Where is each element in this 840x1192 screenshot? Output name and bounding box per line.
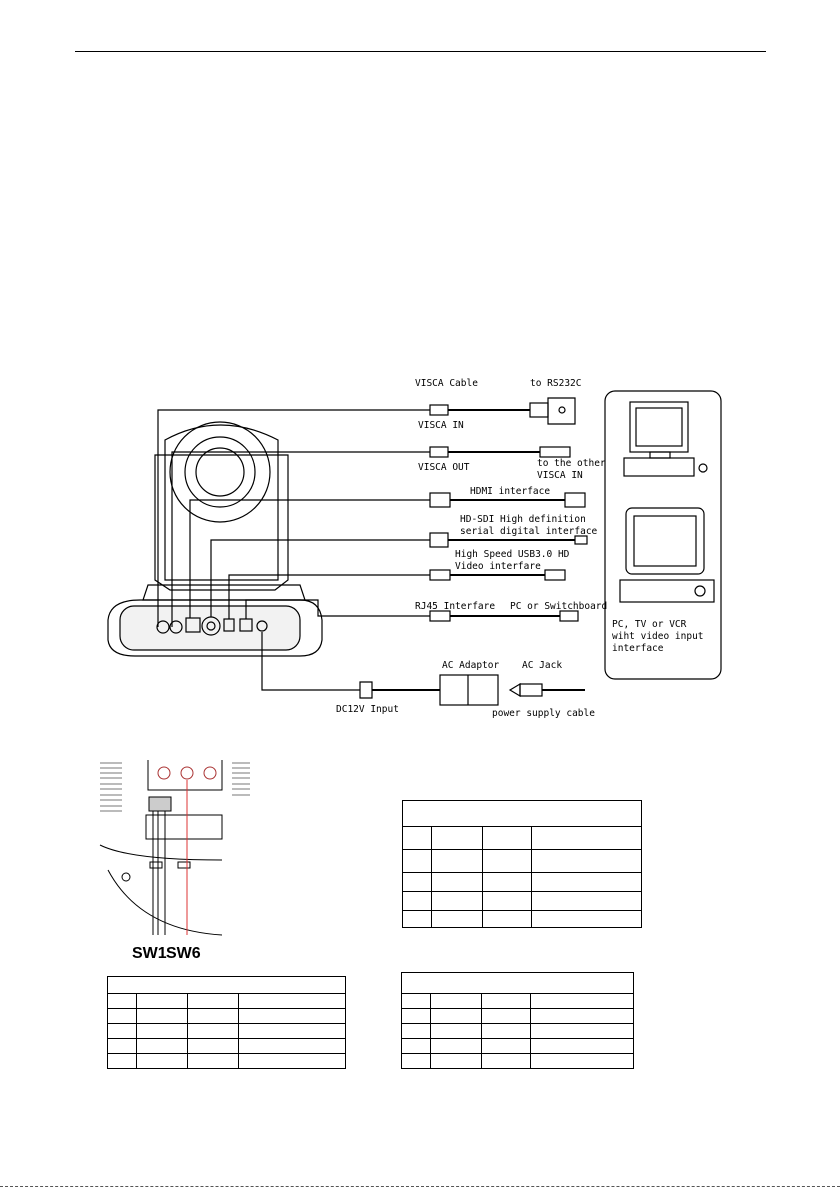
label-pc-switch: PC or Switchboard <box>510 601 608 612</box>
label-usb-1: High Speed USB3.0 HD <box>455 549 570 560</box>
dip-table-bottom-right <box>401 972 634 1069</box>
label-visca-in: VISCA IN <box>418 420 464 431</box>
dip-switch-closeup <box>100 760 250 935</box>
camera-neck <box>143 585 305 600</box>
label-power-cable: power supply cable <box>492 708 595 719</box>
label-sw1: SW1 <box>132 945 167 962</box>
label-to-rs232c: to RS232C <box>530 378 582 389</box>
label-ac-adaptor: AC Adaptor <box>442 660 500 671</box>
label-devices-2: wiht video input <box>612 631 704 642</box>
page-bottom-edge <box>0 1186 840 1187</box>
dip-table-top-right <box>402 800 642 928</box>
ac-adaptor <box>440 675 498 705</box>
label-devices-3: interface <box>612 643 664 654</box>
label-rj45: RJ45 Interfare <box>415 601 496 612</box>
label-hdmi: HDMI interface <box>470 486 551 497</box>
label-devices-1: PC, TV or VCR <box>612 619 687 630</box>
label-sdi-2: serial digital interface <box>460 526 598 537</box>
visca-in-line <box>158 410 430 627</box>
dip-table-bottom-left <box>107 976 346 1069</box>
label-visca-out: VISCA OUT <box>418 462 470 473</box>
label-dc12v: DC12V Input <box>336 704 399 715</box>
label-to-other-1: to the other <box>537 458 606 469</box>
label-visca-cable: VISCA Cable <box>415 378 478 389</box>
label-sdi-1: HD-SDI High definition <box>460 514 586 525</box>
label-sw6: SW6 <box>166 945 201 962</box>
label-ac-jack: AC Jack <box>522 660 563 671</box>
label-to-other-2: VISCA IN <box>537 470 583 481</box>
label-usb-2: Video interfare <box>455 561 541 572</box>
